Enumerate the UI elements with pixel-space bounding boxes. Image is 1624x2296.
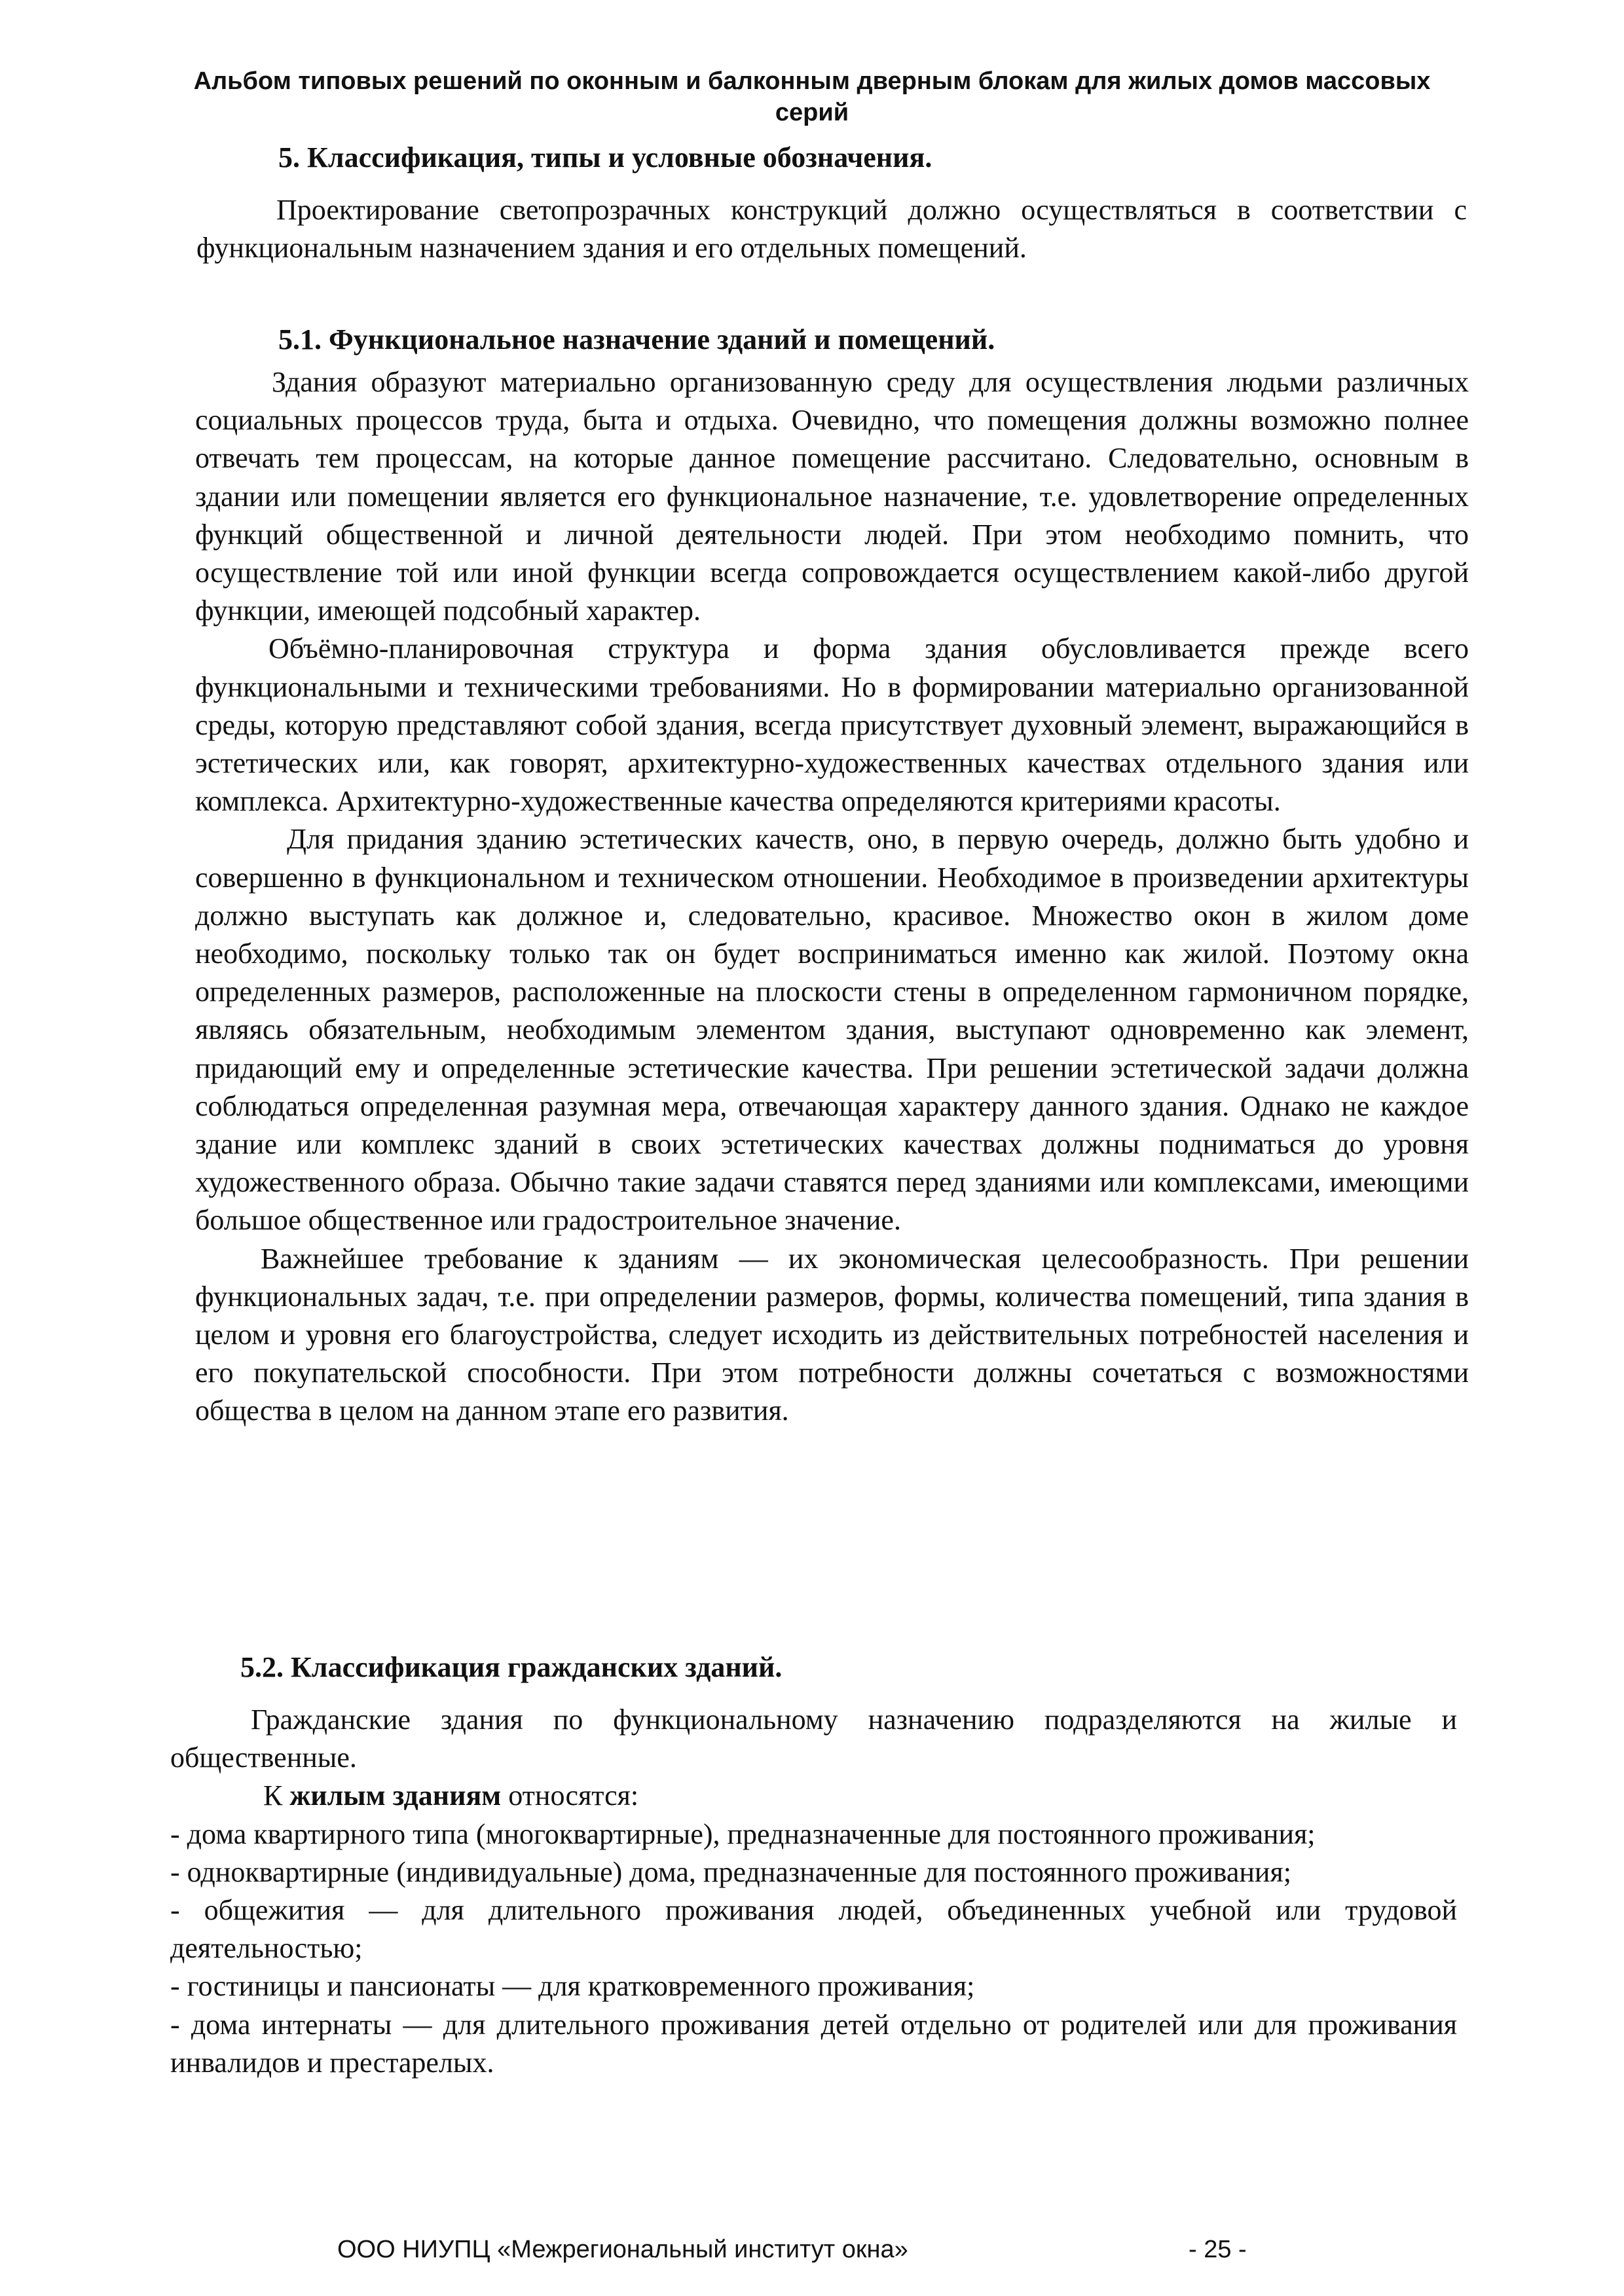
section-5-intro <box>196 191 1467 267</box>
section-5-2-intro: Гражданские здания по функциональному назначению подразделяются на жилые и общественные. <box>170 1704 1457 1774</box>
paragraph-2: Объёмно-планировочная структура и форма здания обусловливается прежде всего функциональными и техническими требованиями. Но в формировании материально организованной среды, которую представляют собой здания, всегда присутствует духовный элемент, выражающийся в эстетических или, как говорят, архитектурно-художественных качествах отдельного здания или комплекса. Архитектурно-художественные качества определяются критериями красоты. <box>195 632 1469 818</box>
list-item: - общежития — для длительного проживания людей, объединенных учебной или трудовой деятельностью; <box>170 1894 1457 1965</box>
header-line-1: Альбом типовых решений по оконным и балконным дверным блокам для жилых домов массовых <box>193 67 1431 95</box>
section-5-2-heading: 5.2. Классификация гражданских зданий. <box>240 1651 783 1683</box>
paragraph-1: Здания образуют материально организованную среду для осуществления людьми различных социальных процессов труда, быта и отдыха. Очевидно, что помещения должны возможно полнее отвечать тем процессам, на которые данное помещение рассчитано. Следовательно, основным в здании или помещении является его функциональное назначение, т.е. удовлетворение определенных функций общественной и личной деятельности людей. При этом необходимо помнить, что осуществление той или иной функции всегда сопровождается осуществлением какой-либо другой функции, имеющей подсобный характер. <box>195 366 1469 627</box>
section-5-heading: 5. Классификация, типы и условные обозначения. <box>278 141 932 173</box>
page-header <box>0 65 1624 128</box>
residential-lead <box>170 1777 1457 1815</box>
residential-lead-prefix: К <box>263 1779 290 1812</box>
section-5-2-body <box>170 1701 1457 2082</box>
section-5-1-body <box>195 363 1469 1430</box>
list-item: - одноквартирные (индивидуальные) дома, предназначенные для постоянного проживания; <box>170 1855 1291 1888</box>
section-5-intro-text: Проектирование светопрозрачных конструкций должно осуществляться в соответствии с функциональным назначением здания и его отдельных помещений. <box>196 194 1467 264</box>
residential-lead-suffix: относятся: <box>501 1779 639 1812</box>
residential-lead-bold: жилым зданиям <box>289 1779 502 1812</box>
list-item: - дома интернаты — для длительного проживания детей отдельно от родителей или для проживания инвалидов и престарелых. <box>170 2008 1457 2079</box>
paragraph-3: Для придания зданию эстетических качеств, оно, в первую очередь, должно быть удобно и совершенно в функциональном и техническом отношении. Необходимое в произведении архитектуры должно выступать как должное и, следовательно, красивое. Множество окон в жилом доме необходимо, поскольку только так он будет восприниматься именно как жилой. Поэтому окна определенных размеров, расположенные на плоскости стены в определенном гармоничном порядке, являясь обязательным, необходимым элементом здания, выступают одновременно как элемент, придающий ему и определенные эстетические качества. При решении эстетической задачи должна соблюдаться определенная разумная мера, отвечающая характеру данного здания. Однако не каждое здание или комплекс зданий в своих эстетических качествах должны подниматься до уровня художественного образа. Обычно такие задачи ставятся перед зданиями или комплексами, имеющими большое общественное или градостроительное значение. <box>195 823 1469 1237</box>
list-item: - гостиницы и пансионаты — для кратковременного проживания; <box>170 1970 975 2003</box>
paragraph-4: Важнейшее требование к зданиям — их экономическая целесообразность. При решении функциональных задач, т.е. при определении размеров, формы, количества помещений, типа здания в целом и уровня его благоустройства, следует исходить из действительных потребностей населения и его покупательской способности. При этом потребности должны сочетаться с возможностями общества в целом на данном этапе его развития. <box>195 1242 1469 1427</box>
list-item: - дома квартирного типа (многоквартирные), предназначенные для постоянного проживания; <box>170 1817 1316 1850</box>
section-5-1-heading: 5.1. Функциональное назначение зданий и помещений. <box>278 323 995 355</box>
header-line-2: серий <box>775 99 849 126</box>
footer-organization: ООО НИУПЦ «Межрегиональный институт окна» <box>337 2236 908 2263</box>
footer-page-number: - 25 - <box>1189 2236 1247 2263</box>
